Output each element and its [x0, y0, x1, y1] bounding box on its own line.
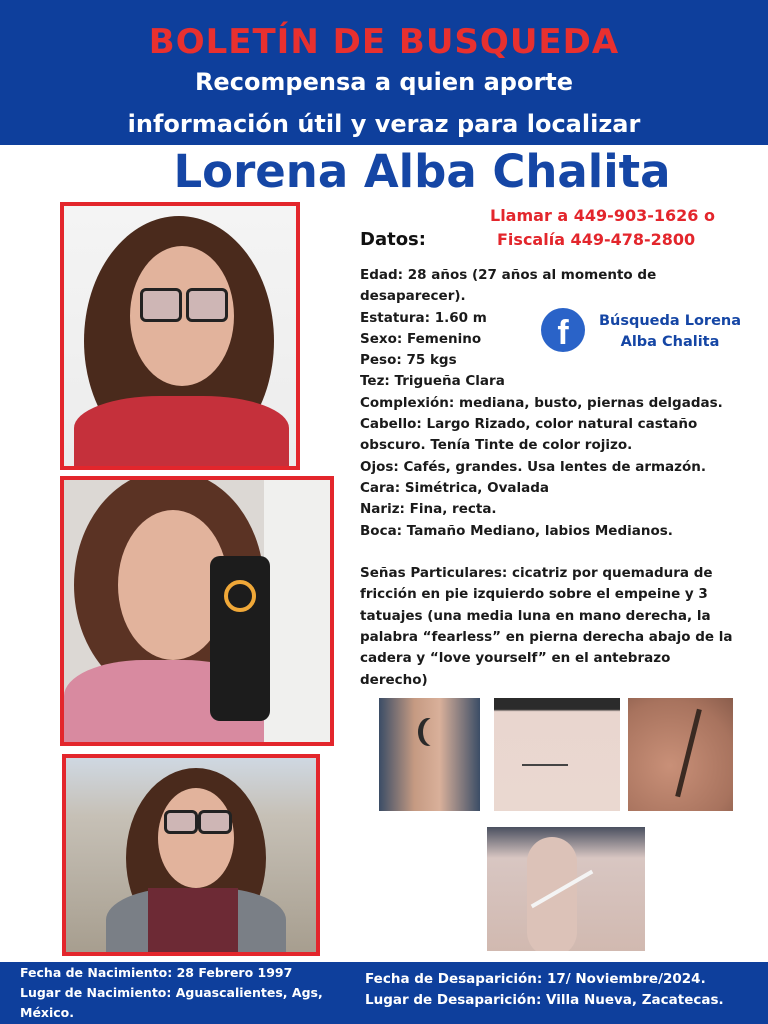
physical-description — [360, 265, 768, 691]
photo-mirror-selfie — [60, 476, 334, 746]
detail-nariz: Nariz: Fina, recta. — [360, 501, 497, 518]
missing-date: Fecha de Desaparición: 17/ Noviembre/2024. — [365, 971, 706, 987]
reward-line-2: información útil y veraz para localizar — [127, 110, 641, 138]
detail-cabello-1: Cabello: Largo Rizado, color natural castaño — [360, 416, 698, 433]
detail-complexion: Complexión: mediana, busto, piernas delgadas. — [360, 394, 723, 411]
detail-cara: Cara: Simétrica, Ovalada — [360, 479, 550, 496]
facebook-icon: f — [541, 308, 585, 352]
contact-fiscalia-line: Fiscalía 449-478-2800 — [497, 230, 696, 249]
header-banner — [0, 0, 768, 145]
detail-ojos: Ojos: Cafés, grandes. Usa lentes de armazón. — [360, 458, 707, 475]
datos-heading: Datos: — [360, 229, 426, 250]
senas-line-1: Señas Particulares: cicatriz por quemadura de — [360, 565, 713, 582]
senas-line-4: palabra “fearless” en pierna derecha abajo de la — [360, 629, 733, 646]
facebook-page-line-1: Búsqueda Lorena — [598, 313, 742, 329]
senas-line-2: fricción en pie izquierdo sobre el empeine y 3 — [360, 586, 708, 603]
detail-boca: Boca: Tamaño Mediano, labios Medianos. — [360, 522, 673, 539]
detail-tez: Tez: Trigueña Clara — [360, 373, 505, 390]
missing-place: Lugar de Desaparición: Villa Nueva, Zacatecas. — [365, 992, 724, 1008]
footer-banner — [0, 962, 768, 1024]
senas-line-5: cadera y “love yourself” en el antebrazo — [360, 650, 671, 667]
detail-estatura: Estatura: 1.60 m — [360, 309, 487, 326]
photo-outdoor-plaza — [62, 754, 320, 956]
senas-line-3: tatuajes (una media luna en mano derecha, la — [360, 607, 711, 624]
photo-portrait-glasses — [60, 202, 300, 470]
senas-line-6: derecho) — [360, 671, 428, 688]
bulletin-title: BOLETÍN DE BUSQUEDA — [148, 22, 620, 62]
contact-phone-line: Llamar a 449-903-1626 o — [490, 206, 715, 225]
detail-cabello-2: obscuro. Tenía Tinte de color rojizo. — [360, 437, 633, 454]
birth-place-line-1: Lugar de Nacimiento: Aguascalientes, Ags, — [20, 985, 323, 1000]
reward-line-1: Recompensa a quien aporte — [194, 68, 574, 96]
birth-place-line-2: México. — [20, 1005, 75, 1020]
facebook-page-line-2: Alba Chalita — [620, 334, 720, 350]
detail-sexo: Sexo: Femenino — [360, 330, 482, 347]
photo-tattoo-fearless — [494, 698, 620, 811]
detail-edad-1: Edad: 28 años (27 años al momento de — [360, 267, 657, 283]
birth-date: Fecha de Nacimiento: 28 Febrero 1997 — [20, 965, 293, 980]
detail-edad-2: desaparecer). — [360, 288, 466, 305]
photo-foot-scar — [487, 827, 645, 951]
photo-tattoo-love-yourself — [628, 698, 733, 811]
person-name: Lorena Alba Chalita — [173, 145, 671, 198]
photo-tattoo-moon — [379, 698, 480, 811]
detail-peso: Peso: 75 kgs — [360, 352, 457, 369]
spacer — [360, 542, 768, 563]
moon-tattoo-icon — [423, 718, 443, 746]
